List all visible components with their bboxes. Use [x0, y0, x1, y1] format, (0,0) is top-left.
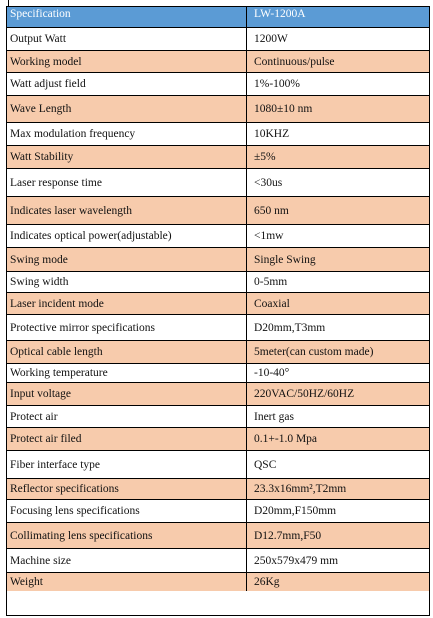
spec-name-cell: Max modulation frequency	[7, 123, 247, 145]
table-row	[7, 499, 429, 522]
spec-value-cell: D20mm,T3mm	[254, 321, 326, 334]
table-row	[7, 478, 429, 499]
table-row	[7, 450, 429, 478]
table-row	[7, 405, 429, 427]
table-row	[7, 50, 429, 72]
spec-name-cell: Weight	[7, 573, 247, 591]
spec-name-cell: Focusing lens specifications	[7, 500, 247, 522]
table-row	[7, 382, 429, 405]
spec-value-cell: 23.3x16mm²,T2mm	[254, 483, 347, 495]
spec-value-cell: 0.1+-1.0 Mpa	[254, 433, 318, 445]
spec-value-cell: ±5%	[254, 151, 276, 163]
spec-name-cell: Indicates laser wavelength	[7, 197, 247, 224]
table-row	[7, 572, 429, 591]
table-row	[7, 95, 429, 122]
spec-value-cell: Inert gas	[254, 410, 294, 423]
spec-name-cell: Machine size	[7, 549, 247, 572]
spec-value-cell: 250x579x479 mm	[254, 554, 339, 567]
spec-value-cell: 26Kg	[254, 576, 280, 588]
table-row	[7, 271, 429, 292]
spec-name-cell: Collimating lens specifications	[7, 523, 247, 548]
spec-name-cell: Swing width	[7, 272, 247, 292]
spec-name-cell: Indicates optical power(adjustable)	[7, 225, 247, 247]
table-row	[7, 548, 429, 572]
spec-name-cell: Protect air	[7, 406, 247, 427]
spec-name-cell: Output Watt	[7, 28, 247, 50]
spec-name-cell: Protective mirror specifications	[7, 315, 247, 340]
spec-name-cell: Watt adjust field	[7, 73, 247, 95]
spec-value-cell: D20mm,F150mm	[254, 505, 337, 517]
table-row	[7, 27, 429, 50]
table-row	[7, 427, 429, 450]
table-row	[7, 314, 429, 340]
table-header-row	[7, 7, 429, 27]
spec-value-cell: <30us	[254, 176, 283, 189]
table-row	[7, 196, 429, 224]
spec-name-cell: Laser incident mode	[7, 293, 247, 314]
spec-value-cell: QSC	[254, 458, 277, 471]
spec-value-cell: 5meter(can custom made)	[254, 346, 374, 358]
spec-name-cell: Swing mode	[7, 248, 247, 271]
spec-value-cell: 1%-100%	[254, 78, 300, 90]
spec-name-cell: Protect air filed	[7, 428, 247, 450]
spec-value-cell: 650 nm	[254, 204, 289, 217]
header-spec-label: Specification	[7, 7, 247, 27]
table-row	[7, 522, 429, 548]
spec-name-cell: Fiber interface type	[7, 451, 247, 478]
spec-name-cell: Working temperature	[7, 364, 247, 382]
spec-name-cell: Working model	[7, 51, 247, 72]
table-row	[7, 247, 429, 271]
spec-value-cell: <1mw	[254, 230, 284, 242]
table-row	[7, 72, 429, 95]
spec-value-cell: D12.7mm,F50	[254, 529, 322, 542]
spec-value-cell: 1080±10 nm	[254, 103, 313, 115]
spec-value-cell: Continuous/pulse	[254, 55, 335, 68]
header-model-label: LW-1200A	[254, 8, 306, 20]
table-row	[7, 340, 429, 363]
spec-name-cell: Reflector specifications	[7, 479, 247, 499]
table-row	[7, 292, 429, 314]
spec-name-cell: Optical cable length	[7, 341, 247, 363]
spec-name-cell: Watt Stability	[7, 146, 247, 168]
table-row	[7, 122, 429, 145]
table-row	[7, 168, 429, 196]
table-row	[7, 363, 429, 382]
spec-table	[6, 6, 430, 616]
spec-value-cell: Single Swing	[254, 253, 316, 266]
spec-value-cell: Coaxial	[254, 297, 290, 310]
spec-value-cell: 220VAC/50HZ/60HZ	[254, 388, 355, 400]
spec-name-cell: Wave Length	[7, 96, 247, 122]
table-row	[7, 145, 429, 168]
spec-value-cell: 1200W	[254, 33, 288, 45]
spec-name-cell: Laser response time	[7, 169, 247, 196]
spec-value-cell: -10-40°	[254, 367, 290, 379]
spec-value-cell: 10KHZ	[254, 128, 290, 140]
spec-value-cell: 0-5mm	[254, 276, 288, 288]
spec-name-cell: Input voltage	[7, 383, 247, 405]
table-row	[7, 224, 429, 247]
